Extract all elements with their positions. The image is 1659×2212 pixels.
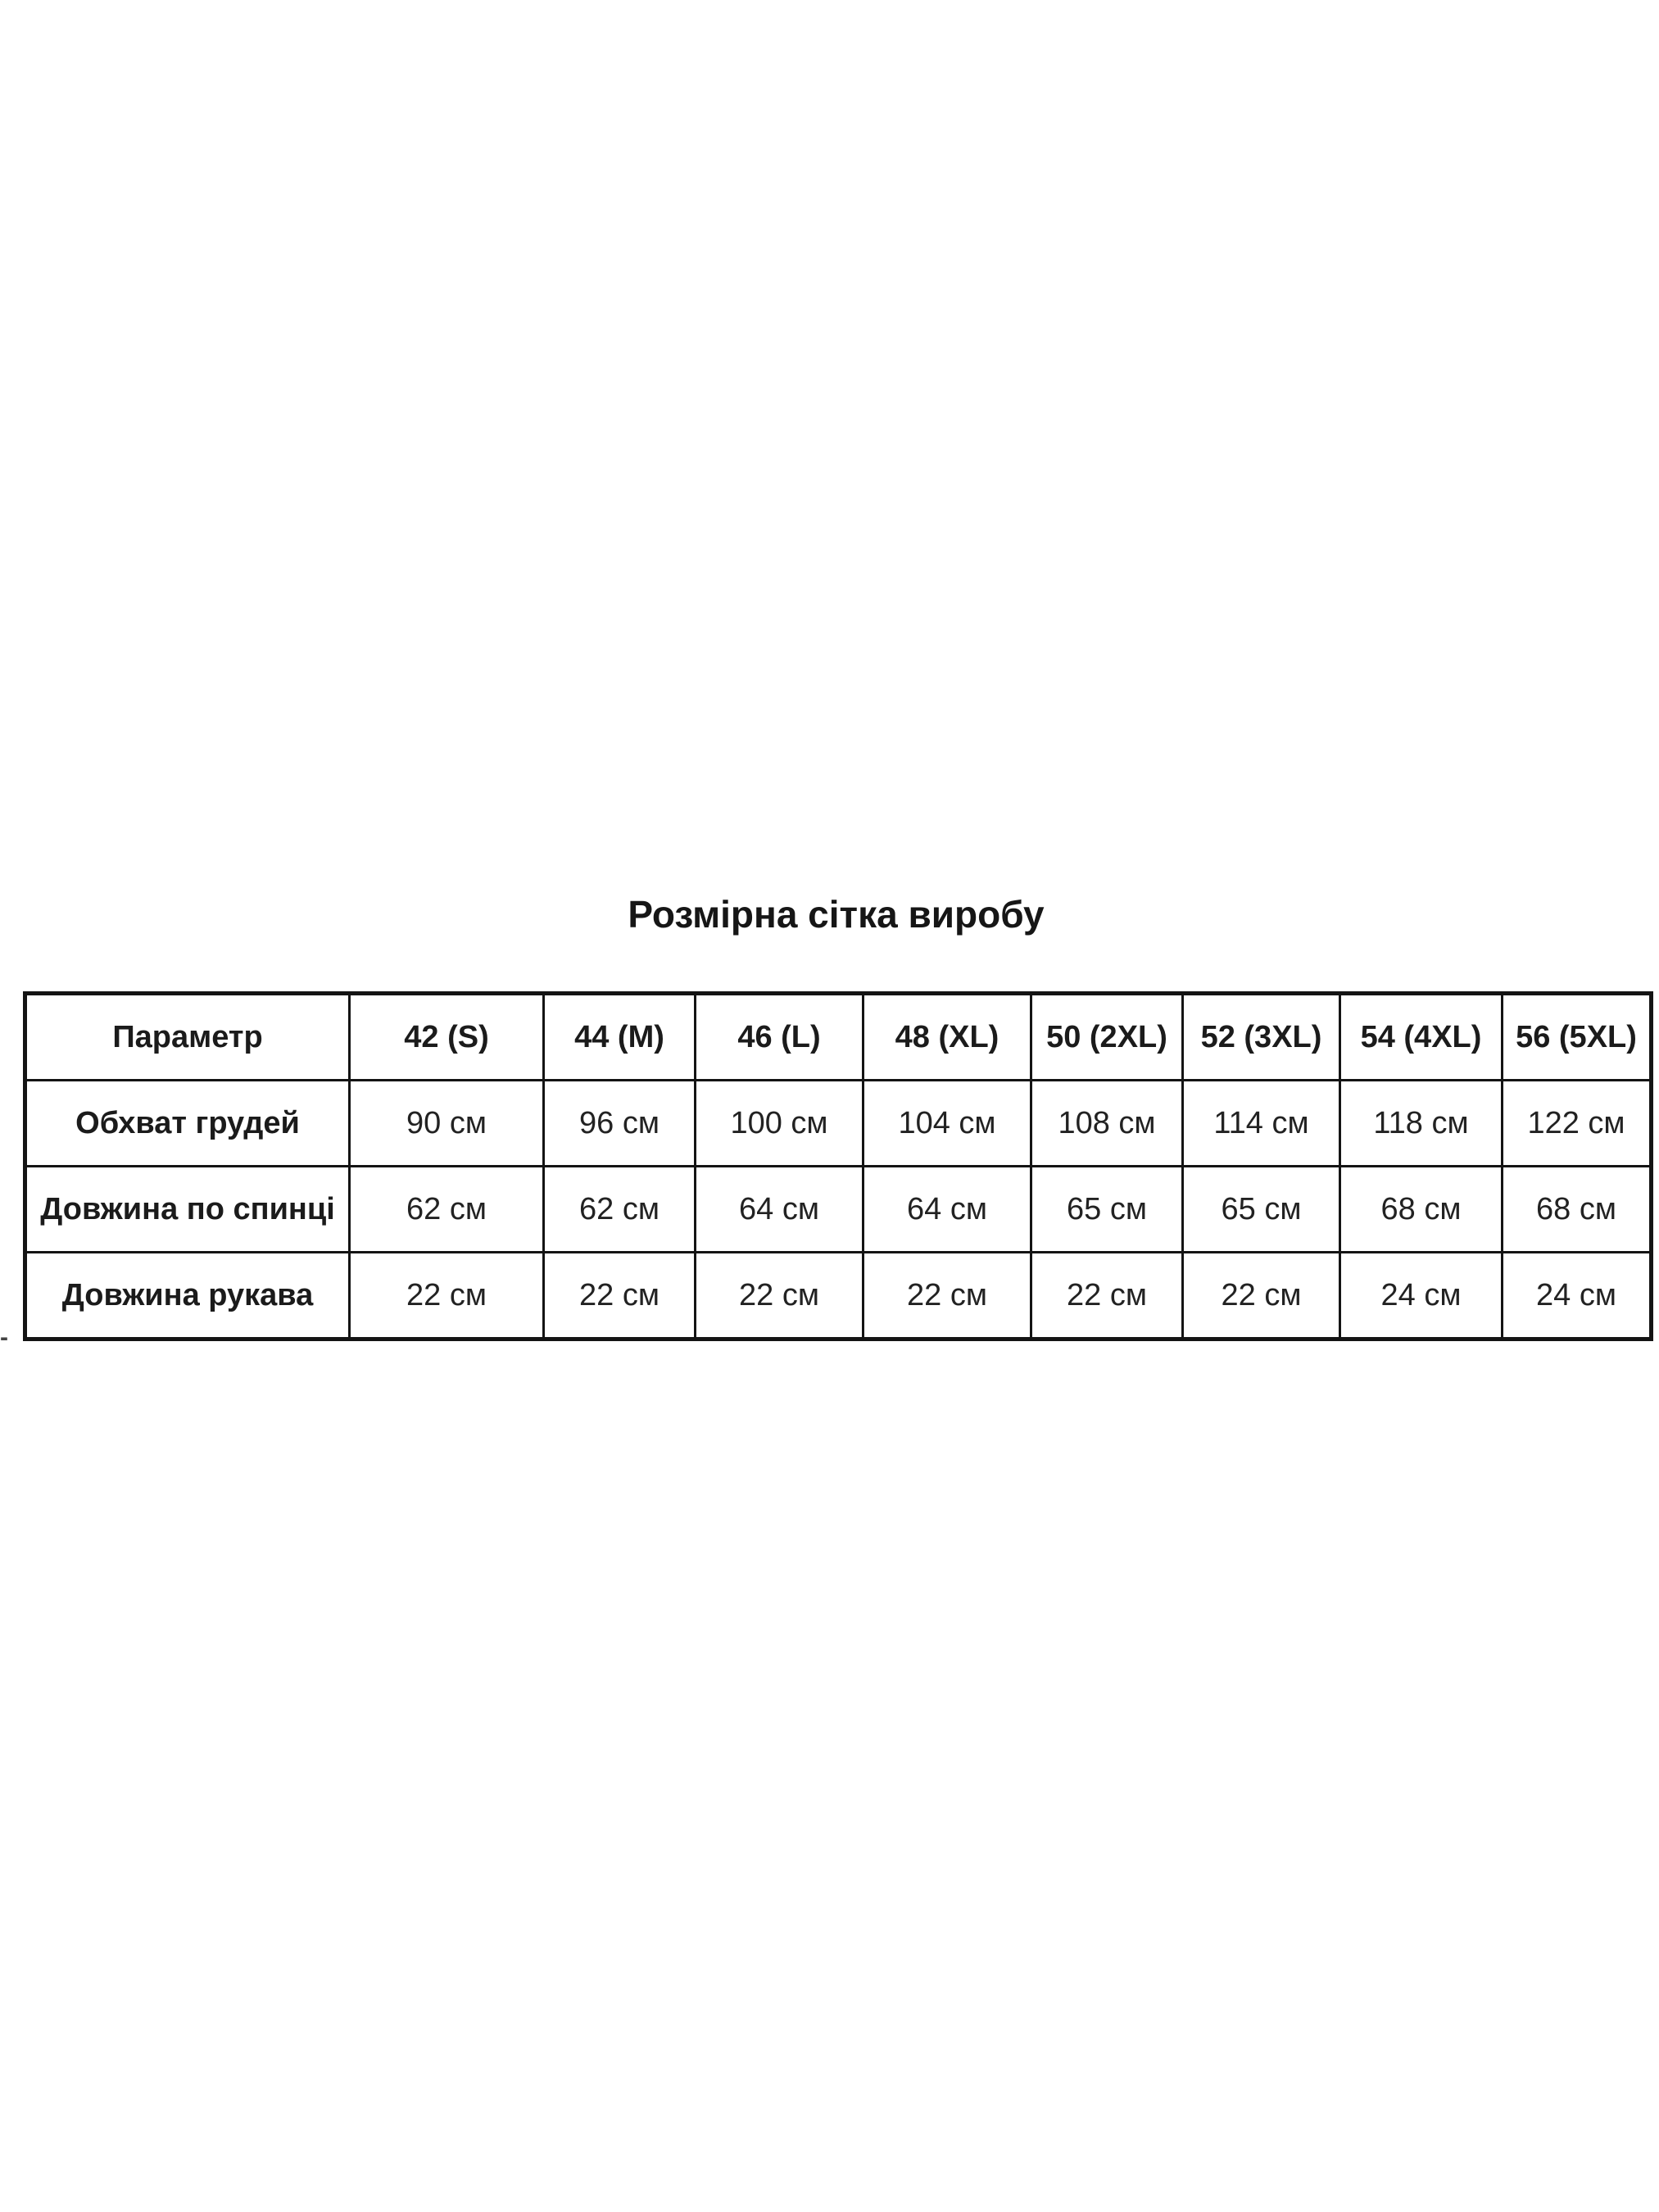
- stray-dash-mark: -: [0, 1324, 8, 1351]
- size-column-header: 42 (S): [350, 994, 544, 1081]
- size-value-cell: 65 см: [1031, 1167, 1183, 1253]
- size-chart-table: [23, 991, 1653, 1341]
- size-value-cell: 22 см: [863, 1253, 1031, 1339]
- size-value-cell: 22 см: [544, 1253, 696, 1339]
- row-label: Обхват грудей: [25, 1081, 350, 1167]
- table-row: [25, 1253, 1652, 1339]
- size-column-header: 56 (5XL): [1503, 994, 1652, 1081]
- size-column-header: 46 (L): [696, 994, 863, 1081]
- size-value-cell: 24 см: [1503, 1253, 1652, 1339]
- size-column-header: 44 (M): [544, 994, 696, 1081]
- size-value-cell: 100 см: [696, 1081, 863, 1167]
- size-column-header: 52 (3XL): [1183, 994, 1340, 1081]
- size-value-cell: 104 см: [863, 1081, 1031, 1167]
- table-body: [25, 1081, 1652, 1339]
- size-value-cell: 65 см: [1183, 1167, 1340, 1253]
- size-value-cell: 118 см: [1340, 1081, 1503, 1167]
- table-row: [25, 1081, 1652, 1167]
- size-value-cell: 22 см: [696, 1253, 863, 1339]
- table-header-row: [25, 994, 1652, 1081]
- size-value-cell: 68 см: [1503, 1167, 1652, 1253]
- size-value-cell: 22 см: [1183, 1253, 1340, 1339]
- size-value-cell: 22 см: [350, 1253, 544, 1339]
- size-value-cell: 122 см: [1503, 1081, 1652, 1167]
- size-value-cell: 22 см: [1031, 1253, 1183, 1339]
- size-value-cell: 64 см: [696, 1167, 863, 1253]
- size-value-cell: 64 см: [863, 1167, 1031, 1253]
- parameter-column-header: Параметр: [25, 994, 350, 1081]
- size-value-cell: 62 см: [544, 1167, 696, 1253]
- row-label: Довжина рукава: [25, 1253, 350, 1339]
- size-column-header: 50 (2XL): [1031, 994, 1183, 1081]
- size-value-cell: 90 см: [350, 1081, 544, 1167]
- size-value-cell: 62 см: [350, 1167, 544, 1253]
- size-column-header: 54 (4XL): [1340, 994, 1503, 1081]
- size-value-cell: 114 см: [1183, 1081, 1340, 1167]
- size-value-cell: 96 см: [544, 1081, 696, 1167]
- size-value-cell: 68 см: [1340, 1167, 1503, 1253]
- size-value-cell: 24 см: [1340, 1253, 1503, 1339]
- row-label: Довжина по спинці: [25, 1167, 350, 1253]
- page-title: Розмірна сітка виробу: [628, 893, 1045, 936]
- size-column-header: 48 (XL): [863, 994, 1031, 1081]
- size-value-cell: 108 см: [1031, 1081, 1183, 1167]
- table-row: [25, 1167, 1652, 1253]
